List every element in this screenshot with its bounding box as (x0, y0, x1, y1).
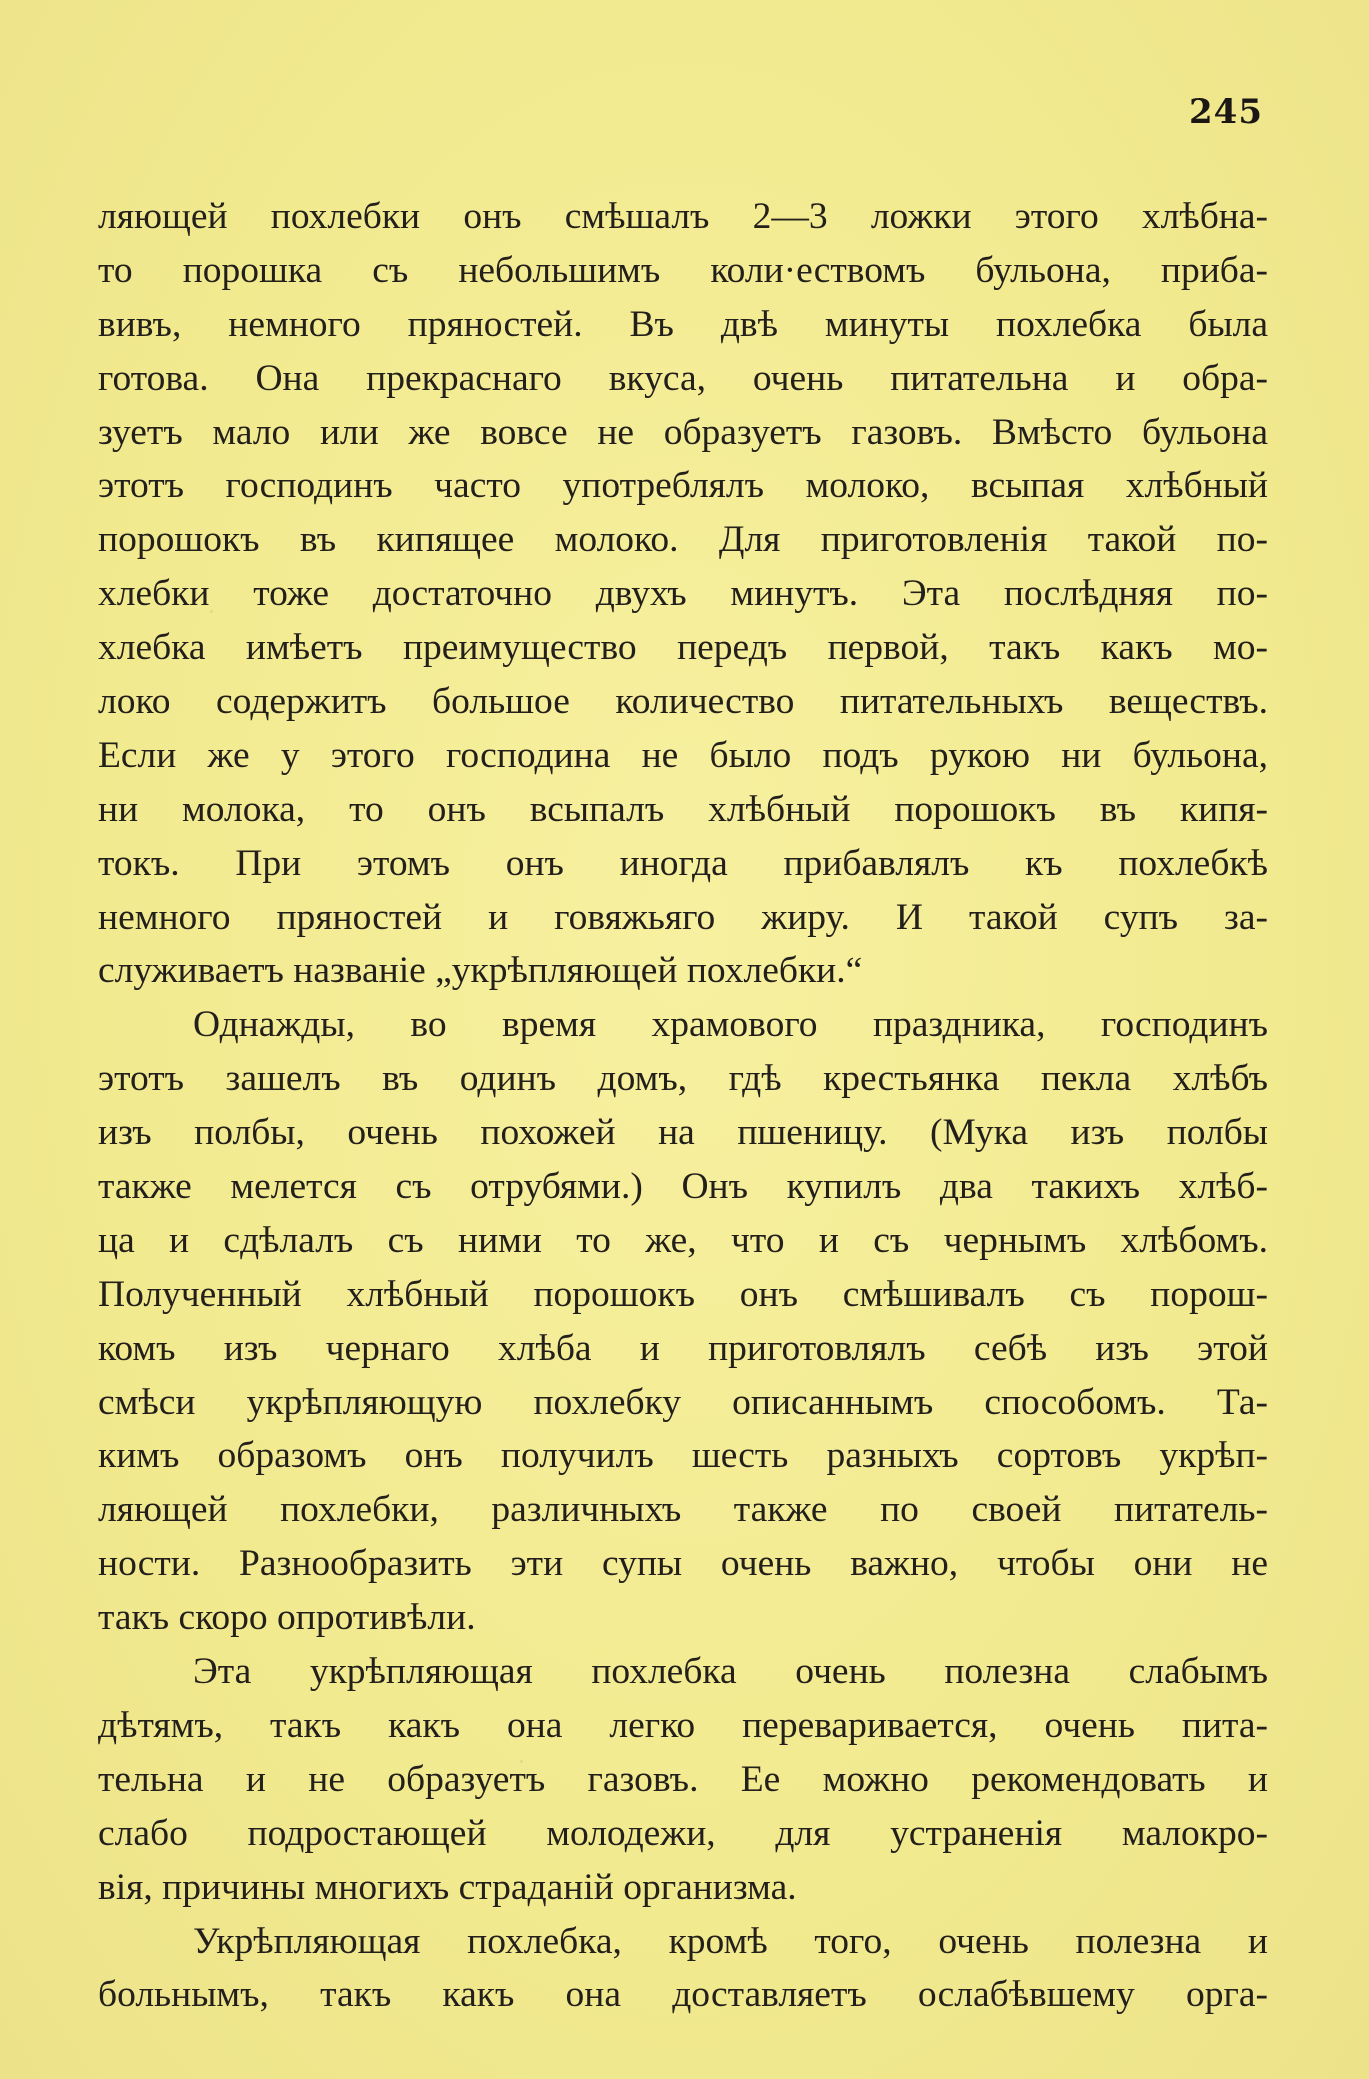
text-line: то порошка съ небольшимъ коли·ествомъ бульона, приба- (98, 249, 1268, 291)
text-line: немного пряностей и говяжьяго жиру. И такой супъ за- (98, 896, 1268, 938)
text-line: также мелется съ отрубями.) Онъ купилъ два такихъ хлѣб- (98, 1166, 1268, 1208)
text-line: локо содержитъ большое количество питательныхъ веществъ. (98, 681, 1268, 723)
text-line: изъ полбы, очень похожей на пшеницу. (Мука изъ полбы (98, 1112, 1268, 1154)
paragraph-end-line: вія, причины многихъ страданій организма. (98, 1866, 797, 1908)
body-text (98, 190, 1268, 2022)
paragraph-start-line: Однажды, во время храмового праздника, господинъ (193, 1004, 1268, 1046)
text-line: тельна и не образуетъ газовъ. Ее можно рекомендовать и (98, 1758, 1268, 1800)
text-line: готова. Она прекраснаго вкуса, очень питательна и обра- (98, 357, 1268, 399)
text-line: хлебки тоже достаточно двухъ минутъ. Эта послѣдняя по- (98, 573, 1268, 615)
text-line: зуетъ мало или же вовсе не образуетъ газовъ. Вмѣсто бульона (98, 411, 1268, 453)
text-line: токъ. При этомъ онъ иногда прибавлялъ къ похлебкѣ (98, 842, 1268, 884)
page-number: 245 (1189, 92, 1263, 132)
text-line: хлебка имѣетъ преимущество передъ первой, такъ какъ мо- (98, 627, 1268, 669)
text-line: комъ изъ чернаго хлѣба и приготовлялъ себѣ изъ этой (98, 1327, 1268, 1369)
text-line: ца и сдѣлалъ съ ними то же, что и съ чернымъ хлѣбомъ. (98, 1219, 1268, 1261)
text-line: порошокъ въ кипящее молоко. Для приготовленія такой по- (98, 519, 1268, 561)
text-line: Если же у этого господина не было подъ рукою ни бульона, (98, 734, 1268, 776)
paragraph-end-line: служиваетъ названіе „укрѣпляющей похлебки.“ (98, 950, 863, 992)
text-line: этотъ зашелъ въ одинъ домъ, гдѣ крестьянка пекла хлѣбъ (98, 1058, 1268, 1100)
text-line: вивъ, немного пряностей. Въ двѣ минуты похлебка была (98, 303, 1268, 345)
text-line: ляющей похлебки онъ смѣшалъ 2—3 ложки этого хлѣбна- (98, 196, 1268, 237)
text-line: Полученный хлѣбный порошокъ онъ смѣшивалъ съ порош- (98, 1273, 1268, 1315)
paragraph-start-line: Укрѣпляющая похлебка, кромѣ того, очень полезна и (193, 1920, 1268, 1962)
text-line: ности. Разнообразить эти супы очень важно, чтобы они не (98, 1543, 1268, 1585)
text-line: ляющей похлебки, различныхъ также по своей питатель- (98, 1489, 1268, 1531)
text-line: этотъ господинъ часто употреблялъ молоко, всыпая хлѣбный (98, 465, 1268, 507)
text-line: слабо подростающей молодежи, для устраненія малокро- (98, 1812, 1268, 1854)
paragraph-start-line: Эта укрѣпляющая похлебка очень полезна слабымъ (193, 1651, 1268, 1693)
text-line: ни молока, то онъ всыпалъ хлѣбный порошокъ въ кипя- (98, 788, 1268, 830)
text-line: больнымъ, такъ какъ она доставляетъ ослабѣвшему орга- (98, 1974, 1268, 2016)
text-line: дѣтямъ, такъ какъ она легко переваривается, очень пита- (98, 1704, 1268, 1746)
paragraph-end-line: такъ скоро опротивѣли. (98, 1597, 476, 1639)
text-line: смѣси укрѣпляющую похлебку описаннымъ способомъ. Та- (98, 1381, 1268, 1423)
text-line: кимъ образомъ онъ получилъ шесть разныхъ сортовъ укрѣп- (98, 1435, 1268, 1477)
